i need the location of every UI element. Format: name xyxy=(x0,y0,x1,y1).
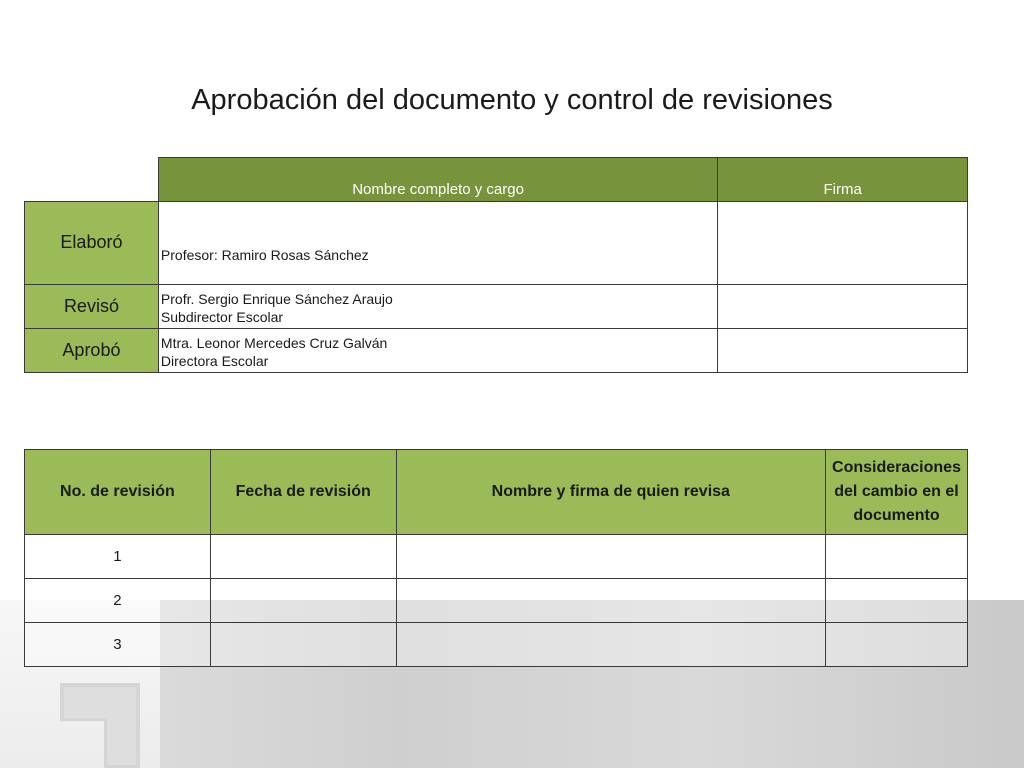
revision-date-cell[interactable] xyxy=(210,535,396,579)
approval-header-row xyxy=(25,158,968,202)
considerations-cell[interactable] xyxy=(826,579,968,623)
position-line: Subdirector Escolar xyxy=(160,309,284,325)
revision-number-cell: 2 xyxy=(25,579,211,623)
revisions-table xyxy=(24,449,968,667)
signature-cell[interactable] xyxy=(718,329,968,373)
reviewer-cell[interactable] xyxy=(396,535,825,579)
approval-row-elaboro xyxy=(25,202,968,285)
reviewer-cell[interactable] xyxy=(396,623,825,667)
revision-row xyxy=(25,623,968,667)
name-cell xyxy=(158,285,717,329)
signature-cell[interactable] xyxy=(718,202,968,285)
name-cell xyxy=(158,329,717,373)
approval-row-reviso xyxy=(25,285,968,329)
revision-date-cell[interactable] xyxy=(210,623,396,667)
revisions-header-row xyxy=(25,450,968,535)
name-column-header: Nombre completo y cargo xyxy=(158,158,717,202)
name-cell xyxy=(158,202,717,285)
position-line: Directora Escolar xyxy=(160,353,269,369)
revision-row xyxy=(25,535,968,579)
approval-row-aprobo xyxy=(25,329,968,373)
name-line: Mtra. Leonor Mercedes Cruz Galván xyxy=(160,335,388,351)
name-line: Profesor: Ramiro Rosas Sánchez xyxy=(160,247,369,263)
revision-number-cell: 1 xyxy=(25,535,211,579)
revision-date-header: Fecha de revisión xyxy=(210,450,396,535)
considerations-header: Consideraciones del cambio en el documento xyxy=(826,450,968,535)
slide-title: Aprobación del documento y control de revisiones xyxy=(191,84,833,116)
signature-column-header: Firma xyxy=(718,158,968,202)
reviewer-cell[interactable] xyxy=(396,579,825,623)
role-cell: Aprobó xyxy=(25,329,159,373)
approval-corner-cell xyxy=(25,158,159,202)
considerations-cell[interactable] xyxy=(826,535,968,579)
considerations-cell[interactable] xyxy=(826,623,968,667)
role-cell: Elaboró xyxy=(25,202,159,285)
reviewer-header: Nombre y firma de quien revisa xyxy=(396,450,825,535)
revision-number-cell: 3 xyxy=(25,623,211,667)
approval-table xyxy=(24,157,968,373)
role-cell: Revisó xyxy=(25,285,159,329)
revision-number-header: No. de revisión xyxy=(25,450,211,535)
revision-date-cell[interactable] xyxy=(210,579,396,623)
signature-cell[interactable] xyxy=(718,285,968,329)
name-line: Profr. Sergio Enrique Sánchez Araujo xyxy=(160,291,393,307)
revision-row xyxy=(25,579,968,623)
